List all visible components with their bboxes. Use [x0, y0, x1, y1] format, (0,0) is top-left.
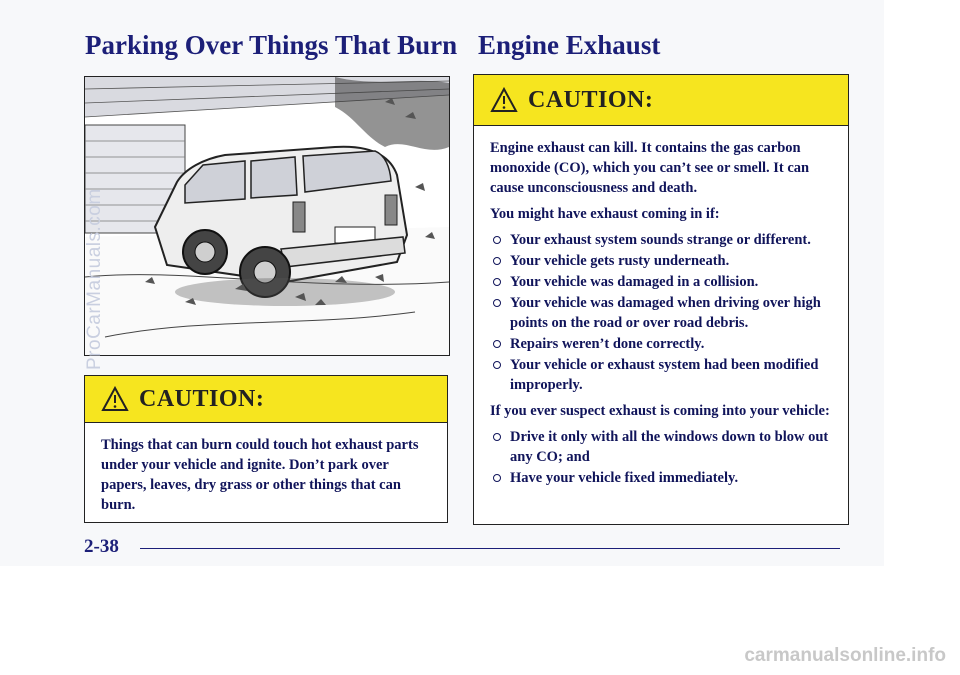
caution-lead-2: If you ever suspect exhaust is coming into your vehicle: — [490, 403, 830, 419]
caution-header — [474, 75, 848, 126]
exhaust-action-list — [490, 427, 834, 488]
side-watermark: ProCarManuals.com — [84, 188, 105, 370]
warning-triangle-icon — [490, 87, 518, 113]
list-item: Your exhaust system sounds strange or different. — [490, 230, 834, 250]
section-heading-parking: Parking Over Things That Burn — [85, 30, 458, 60]
caution-body — [474, 126, 848, 488]
footer-rule — [140, 548, 840, 549]
caution-title: CAUTION: — [139, 385, 265, 412]
list-item: Your vehicle was damaged when driving over high points on the road or over road debris. — [490, 293, 834, 333]
warning-triangle-icon — [101, 386, 129, 412]
list-item: Repairs weren’t done correctly. — [490, 334, 834, 354]
caution-body — [85, 423, 447, 515]
list-item: Drive it only with all the windows down to blow out any CO; and — [490, 427, 834, 467]
caution-text: Things that can burn could touch hot exhaust parts under your vehicle and ignite. Don’t park over papers, leaves, dry grass or other things that can burn. — [101, 437, 419, 513]
exhaust-symptom-list — [490, 230, 834, 395]
list-item: Your vehicle or exhaust system had been modified improperly. — [490, 355, 834, 395]
section-heading-engine-exhaust: Engine Exhaust — [478, 30, 661, 60]
minivan-over-leaves-illustration — [84, 76, 450, 356]
caution-box-parking — [84, 375, 448, 523]
caution-box-engine-exhaust — [473, 74, 849, 525]
bottom-watermark: carmanualsonline.info — [744, 645, 946, 666]
caution-lead: You might have exhaust coming in if: — [490, 206, 720, 222]
list-item: Have your vehicle fixed immediately. — [490, 468, 834, 488]
minivan-illustration — [85, 77, 449, 355]
list-item: Your vehicle gets rusty underneath. — [490, 251, 834, 271]
page-number: 2-38 — [84, 536, 119, 557]
list-item: Your vehicle was damaged in a collision. — [490, 272, 834, 292]
caution-title: CAUTION: — [528, 86, 654, 113]
caution-intro: Engine exhaust can kill. It contains the gas carbon monoxide (CO), which you can’t see or smell. It can cause unconsciousness and death. — [490, 140, 810, 196]
caution-header — [85, 376, 447, 423]
